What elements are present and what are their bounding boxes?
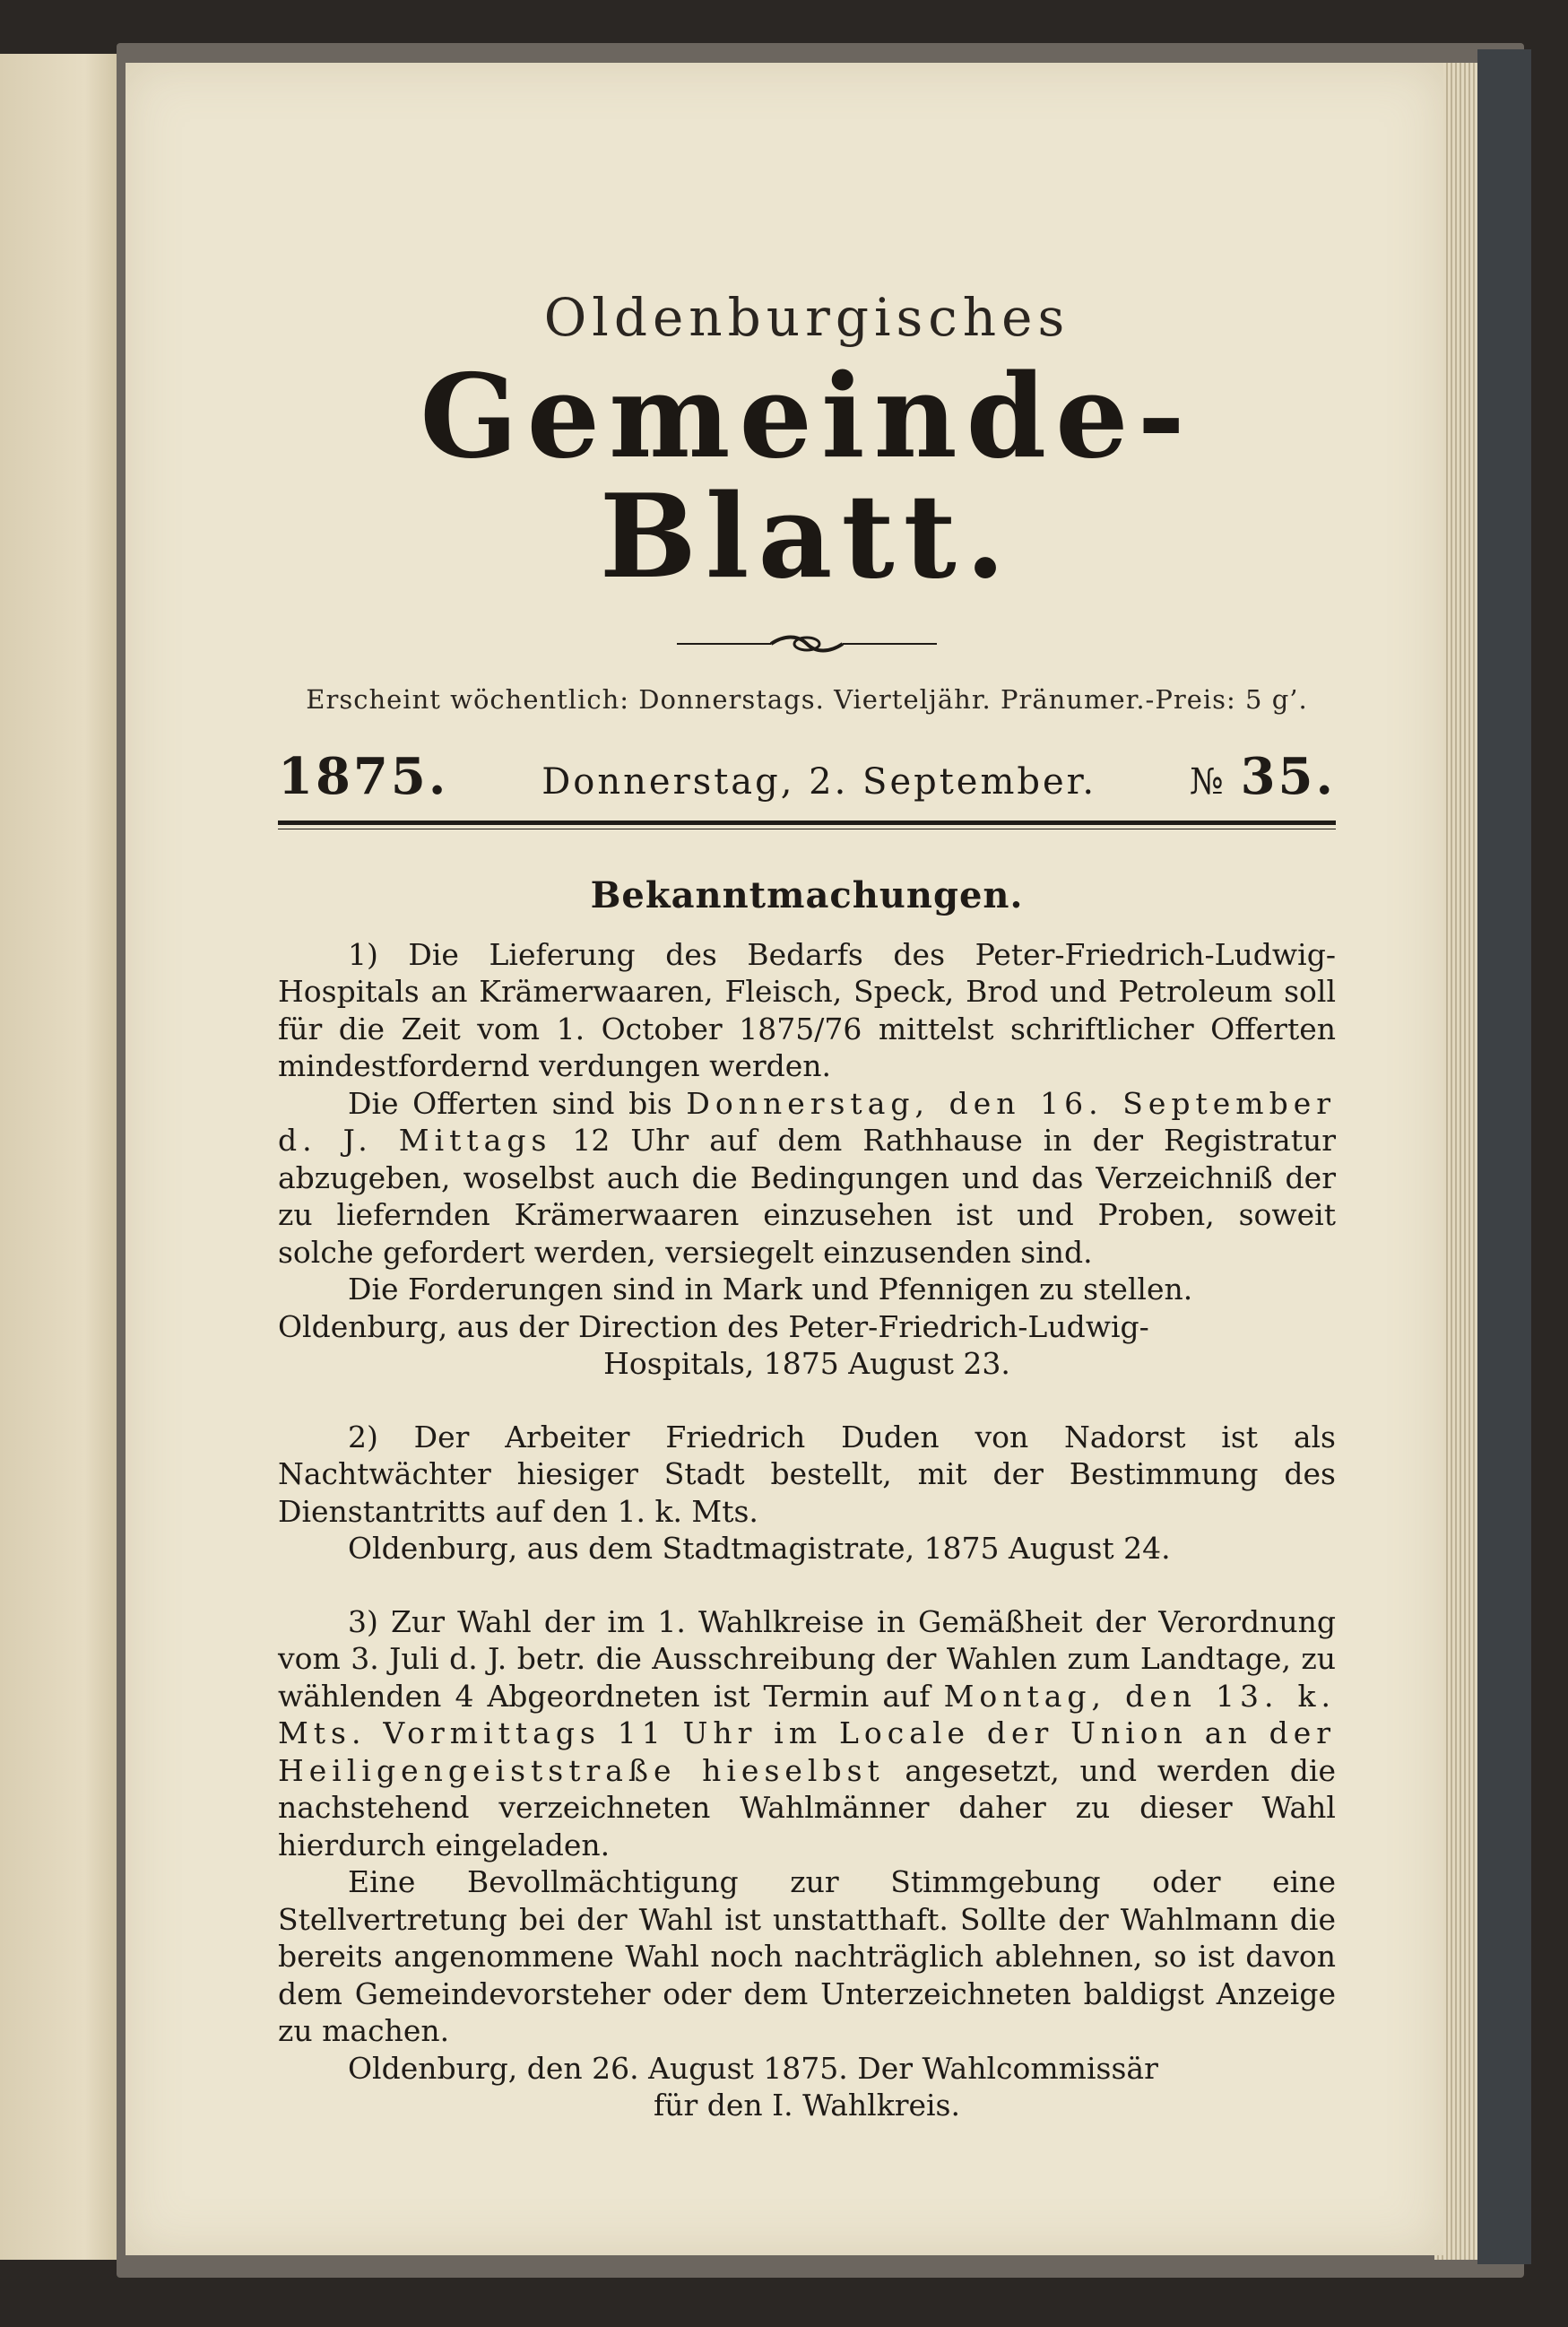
notice-2-signature: Oldenburg, aus dem Stadtmagistrate, 1875 August 24.	[348, 1531, 1171, 1567]
left-page-edge	[0, 54, 124, 2260]
notice-1	[278, 936, 1336, 1383]
issue-number-group	[1190, 747, 1336, 806]
notice-1-p2-start: Die Offerten sind bis	[348, 1085, 672, 1121]
notice-1-paragraph-1: 1) Die Lieferung des Bedarfs des Peter-Friedrich-Ludwig-Hospitals an Krämerwaaren, Fleisch, Speck, Brod und Petroleum soll für die Zeit vom 1. October 1875/76 mittelst schriftlicher Offerten mindestfordernd verdungen werden.	[278, 936, 1336, 1084]
notice-3-signature-1: Oldenburg, den 26. August 1875. Der Wahlcommissär	[348, 2050, 1158, 2086]
notice-1-paragraph-3: Die Forderungen sind in Mark und Pfennigen zu stellen.	[348, 1272, 1193, 1307]
notice-3-p1-rest: angesetzt, und werden die nachstehend verzeichneten Wahlmänner daher zu dieser Wahl hierdurch eingeladen.	[278, 1752, 1336, 1862]
notice-1-paragraph-2	[278, 1085, 1336, 1272]
notice-3-paragraph-2: Eine Bevollmächtigung zur Stimmgebung oder eine Stellvertretung bei der Wahl ist unstatthaft. Sollte der Wahlmann die bereits angenommene Wahl noch nachträglich ablehnen, so ist davon dem Gemeindevorsteher oder dem Unterzeichneten baldigst Anzeige zu machen.	[278, 1864, 1336, 2049]
notice-1-p2-rest: 12 Uhr auf dem Rathhause in der Registratur abzugeben, woselbst auch die Bedingungen und das Verzeichniß der zu liefernden Krämerwaaren einzusehen ist und Proben, soweit solche gefordert werden, versiegelt einzusenden sind.	[278, 1123, 1337, 1270]
notice-1-signature-1: Oldenburg, aus der Direction des Peter-Friedrich-Ludwig-	[278, 1308, 1149, 1344]
notice-3-paragraph-1	[278, 1603, 1336, 1864]
section-title: Bekanntmachungen.	[590, 873, 1024, 916]
issue-date: Donnerstag, 2. September.	[541, 760, 1097, 803]
notice-2-paragraph-1: 2) Der Arbeiter Friedrich Duden von Nadorst ist als Nachtwächter hiesiger Stadt bestellt, mit der Bestimmung des Dienstantritts auf den 1. k. Mts.	[278, 1419, 1336, 1529]
issue-year: 1875.	[278, 746, 449, 806]
spacer	[278, 1567, 1336, 1603]
notice-1-signature-2: Hospitals, 1875 August 23.	[603, 1346, 1010, 1382]
notice-3	[278, 1603, 1336, 2124]
notice-3-p1-appointment: Montag, den 13. k. Mts. Vormittags 11 Uhr im Locale der Union an der Heiligengeiststraße hieselbst	[278, 1678, 1337, 1788]
header-rule	[278, 821, 1336, 829]
publication-info: Erscheint wöchentlich: Donnerstags. Vierteljähr. Pränumer.-Preis: 5 g’.	[306, 683, 1308, 715]
issue-number: 35.	[1240, 746, 1336, 806]
masthead-line-1: Oldenburgisches	[543, 287, 1070, 348]
newspaper-page	[126, 63, 1443, 2255]
notice-3-p1-start: 3) Zur Wahl der im 1. Wahlkreise in Gemäßheit der Verordnung vom 3. Juli d. J. betr. die Ausschreibung der Wahlen zum Landtage, zu wählenden 4 Abgeordneten ist Termin auf	[278, 1603, 1336, 1714]
notice-3-signature-2: für den I. Wahlkreis.	[654, 2088, 960, 2123]
page-content	[278, 287, 1336, 2124]
book-spine-edge	[1477, 49, 1531, 2264]
notice-1-p2-deadline: Donnerstag, den 16. September d. J. Mittags	[278, 1085, 1336, 1159]
spacer	[278, 1383, 1336, 1419]
number-sign: №	[1189, 760, 1226, 803]
masthead-title: Gemeinde-Blatt.	[420, 350, 1194, 605]
dateline	[278, 747, 1336, 806]
ornament-divider	[672, 630, 941, 657]
notice-2	[278, 1419, 1336, 1567]
